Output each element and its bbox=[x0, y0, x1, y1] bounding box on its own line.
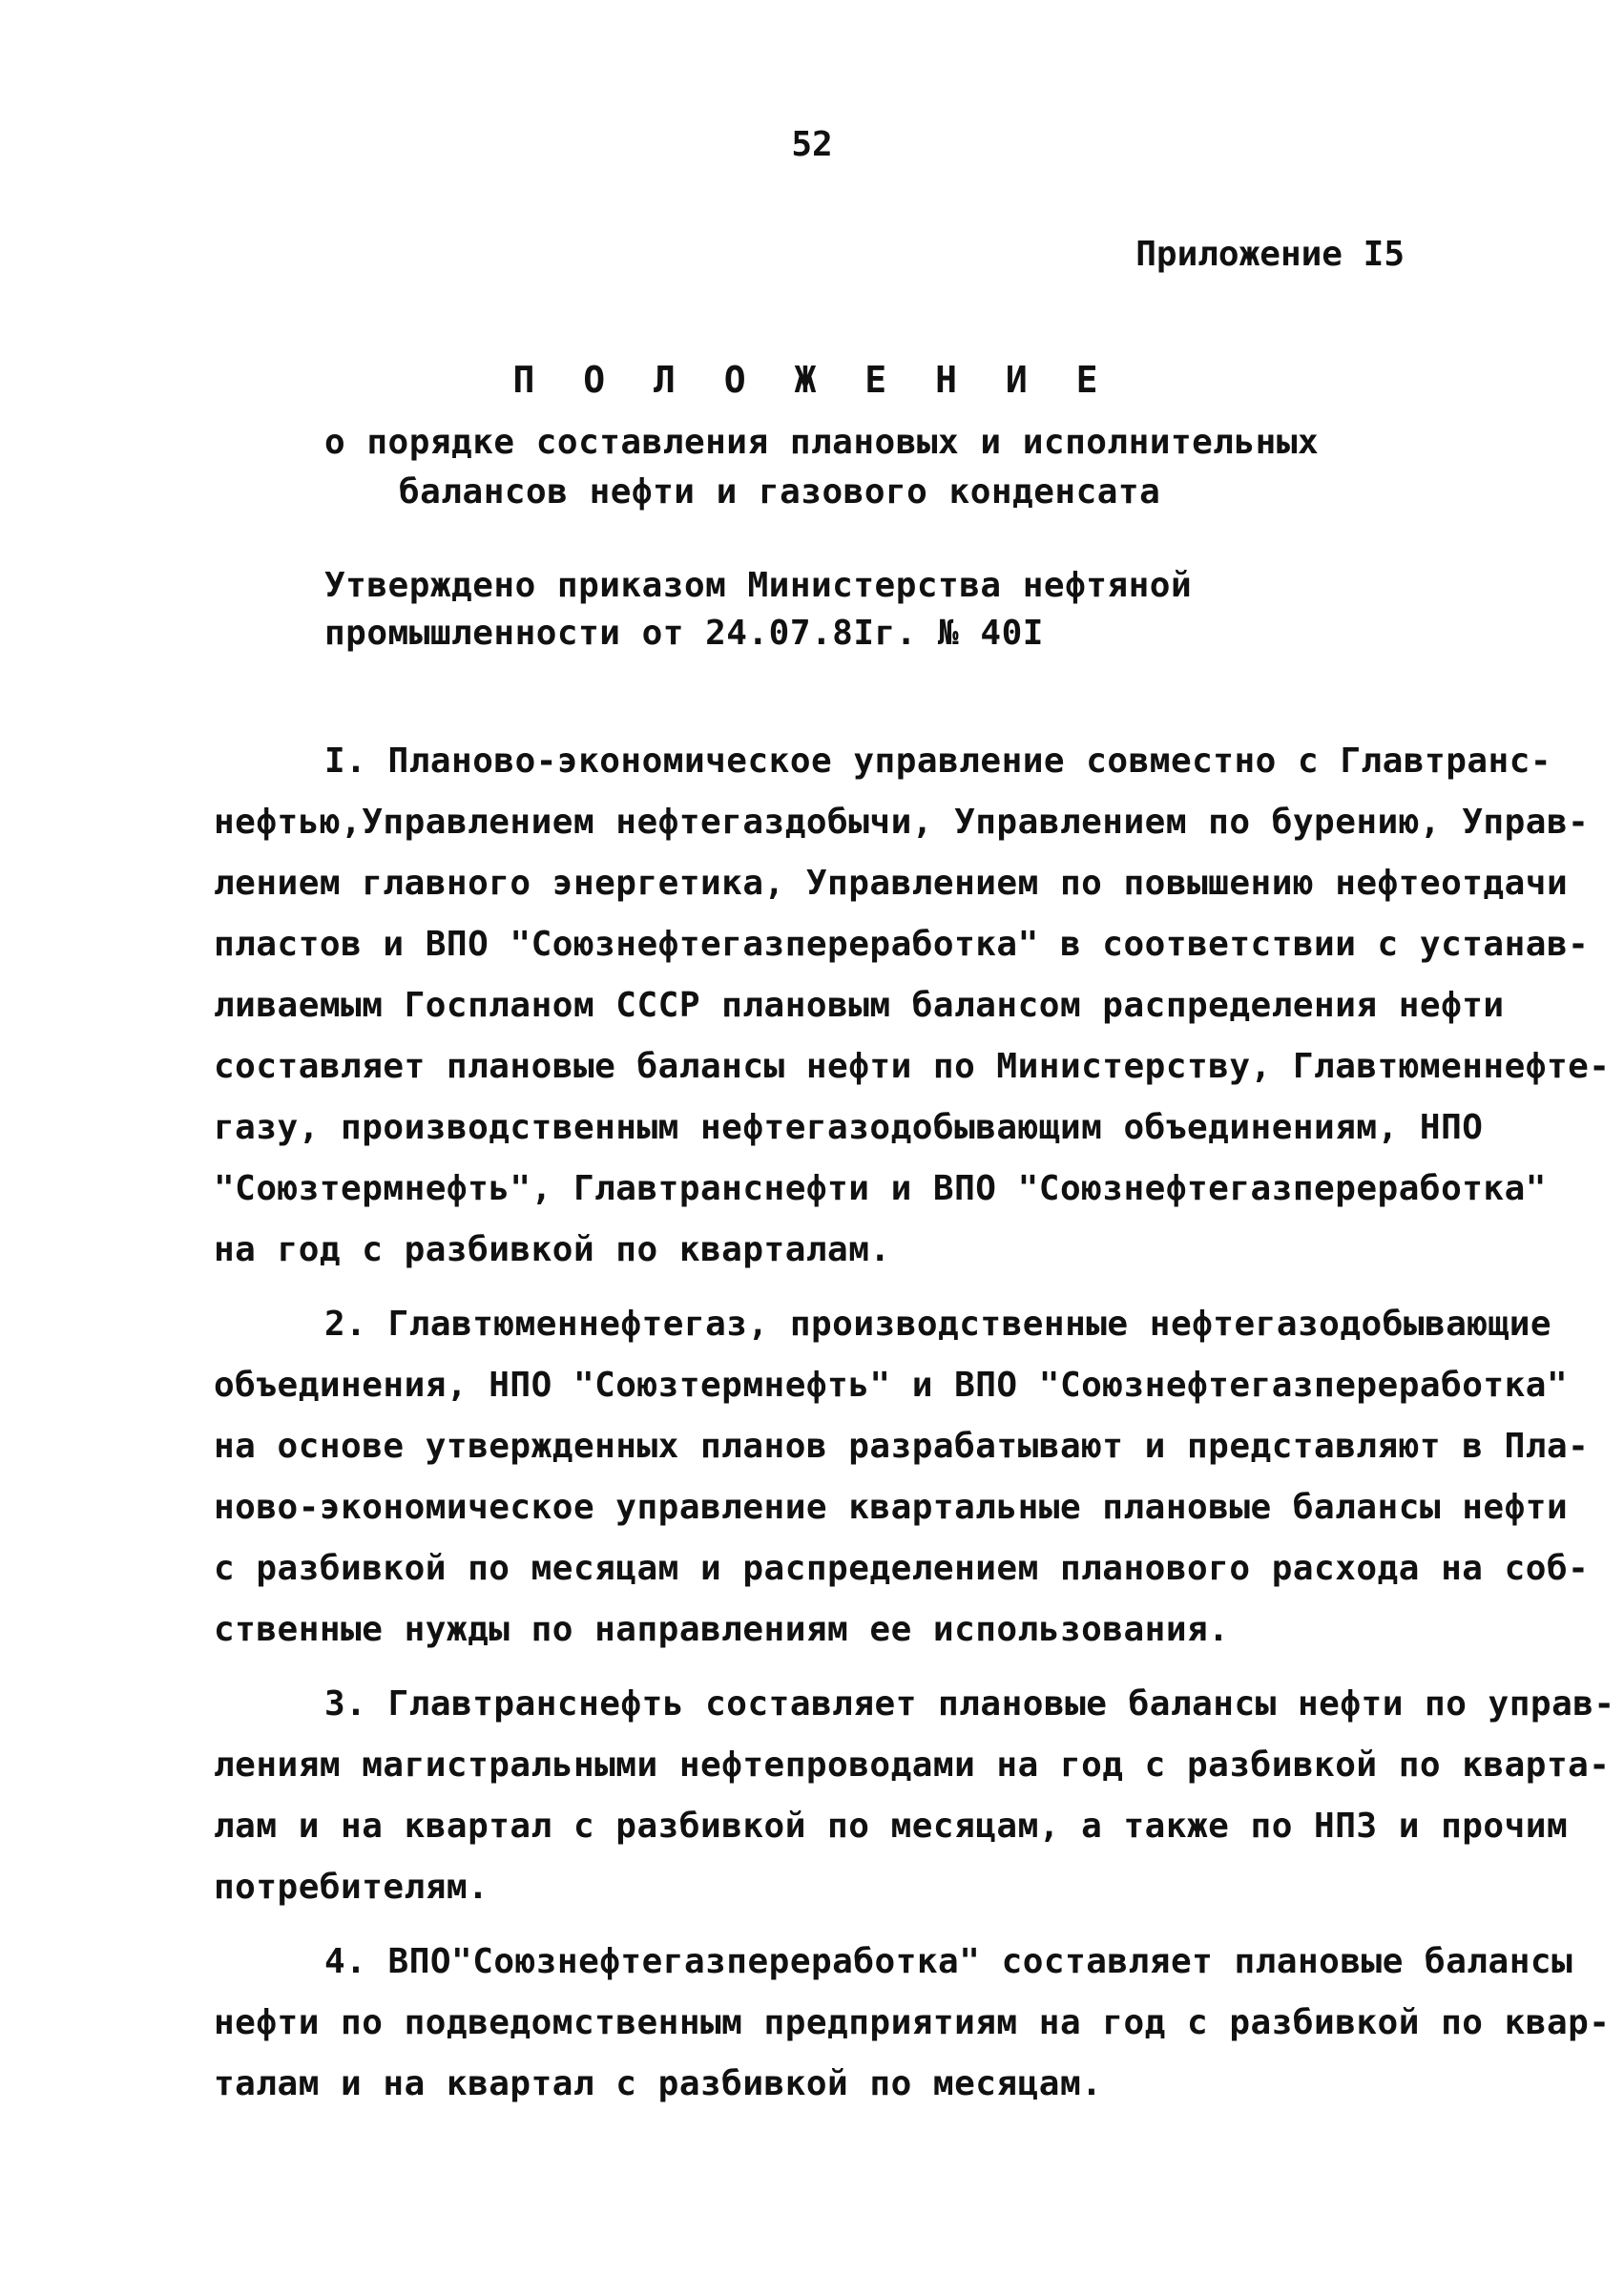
document-subtitle-line: балансов нефти и газового конденсата bbox=[399, 472, 1161, 512]
approval-note-line: промышленности от 24.07.8Iг. № 40I bbox=[324, 614, 1044, 653]
appendix-label: Приложение I5 bbox=[1135, 235, 1405, 274]
paragraph-line: на год с разбивкой по кварталам. bbox=[214, 1230, 891, 1269]
paragraph-line: ново-экономическое управление квартальные плановые балансы нефти bbox=[214, 1488, 1569, 1527]
paragraph-line: I. Планово-экономическое управление совместно с Главтранс- bbox=[324, 742, 1552, 781]
paragraph-line: нефтью,Управлением нефтегаздобычи, Управлением по бурению, Управ- bbox=[214, 803, 1590, 842]
paragraph-line: 4. ВПО"Союзнефтегазпереработка" составляет плановые балансы bbox=[324, 1942, 1573, 1981]
page-number: 52 bbox=[791, 125, 833, 164]
paragraph-line: на основе утвержденных планов разрабатывают и представляют в Пла- bbox=[214, 1427, 1590, 1466]
approval-note-line: Утверждено приказом Министерства нефтяной bbox=[324, 566, 1193, 605]
paragraph-line: газу, производственным нефтегазодобывающим объединениям, НПО bbox=[214, 1108, 1484, 1147]
paragraph-line: лением главного энергетика, Управлением по повышению нефтеотдачи bbox=[214, 864, 1569, 903]
paragraph-line: объединения, НПО "Союзтермнефть" и ВПО "Союзнефтегазпереработка" bbox=[214, 1366, 1569, 1405]
paragraph-line: лам и на квартал с разбивкой по месяцам, а также по НПЗ и прочим bbox=[214, 1807, 1569, 1846]
paragraph-line: пластов и ВПО "Союзнефтегазпереработка" в соответствии с устанав- bbox=[214, 925, 1590, 964]
document-subtitle-line: о порядке составления плановых и исполнительных bbox=[324, 423, 1320, 462]
paragraph-line: с разбивкой по месяцам и распределением планового расхода на соб- bbox=[214, 1549, 1590, 1588]
paragraph-line: 2. Главтюменнефтегаз, производственные нефтегазодобывающие bbox=[324, 1305, 1552, 1344]
paragraph-line: лениям магистральными нефтепроводами на год с разбивкой по кварта- bbox=[214, 1745, 1611, 1785]
paragraph-line: талам и на квартал с разбивкой по месяцам. bbox=[214, 2064, 1103, 2103]
paragraph-line: нефти по подведомственным предприятиям на год с разбивкой по квар- bbox=[214, 2003, 1611, 2042]
paragraph-line: ственные нужды по направлениям ее использования. bbox=[214, 1610, 1230, 1649]
paragraph-line: "Союзтермнефть", Главтранснефти и ВПО "Союзнефтегазпереработка" bbox=[214, 1169, 1547, 1208]
paragraph-line: 3. Главтранснефть составляет плановые балансы нефти по управ- bbox=[324, 1684, 1615, 1724]
document-title: П О Л О Ж Е Н И Е bbox=[512, 359, 1112, 401]
paragraph-line: составляет плановые балансы нефти по Министерству, Главтюменнефте- bbox=[214, 1047, 1611, 1086]
paragraph-line: потребителям. bbox=[214, 1868, 489, 1907]
paragraph-line: ливаемым Госпланом СССР плановым балансом распределения нефти bbox=[214, 986, 1505, 1025]
